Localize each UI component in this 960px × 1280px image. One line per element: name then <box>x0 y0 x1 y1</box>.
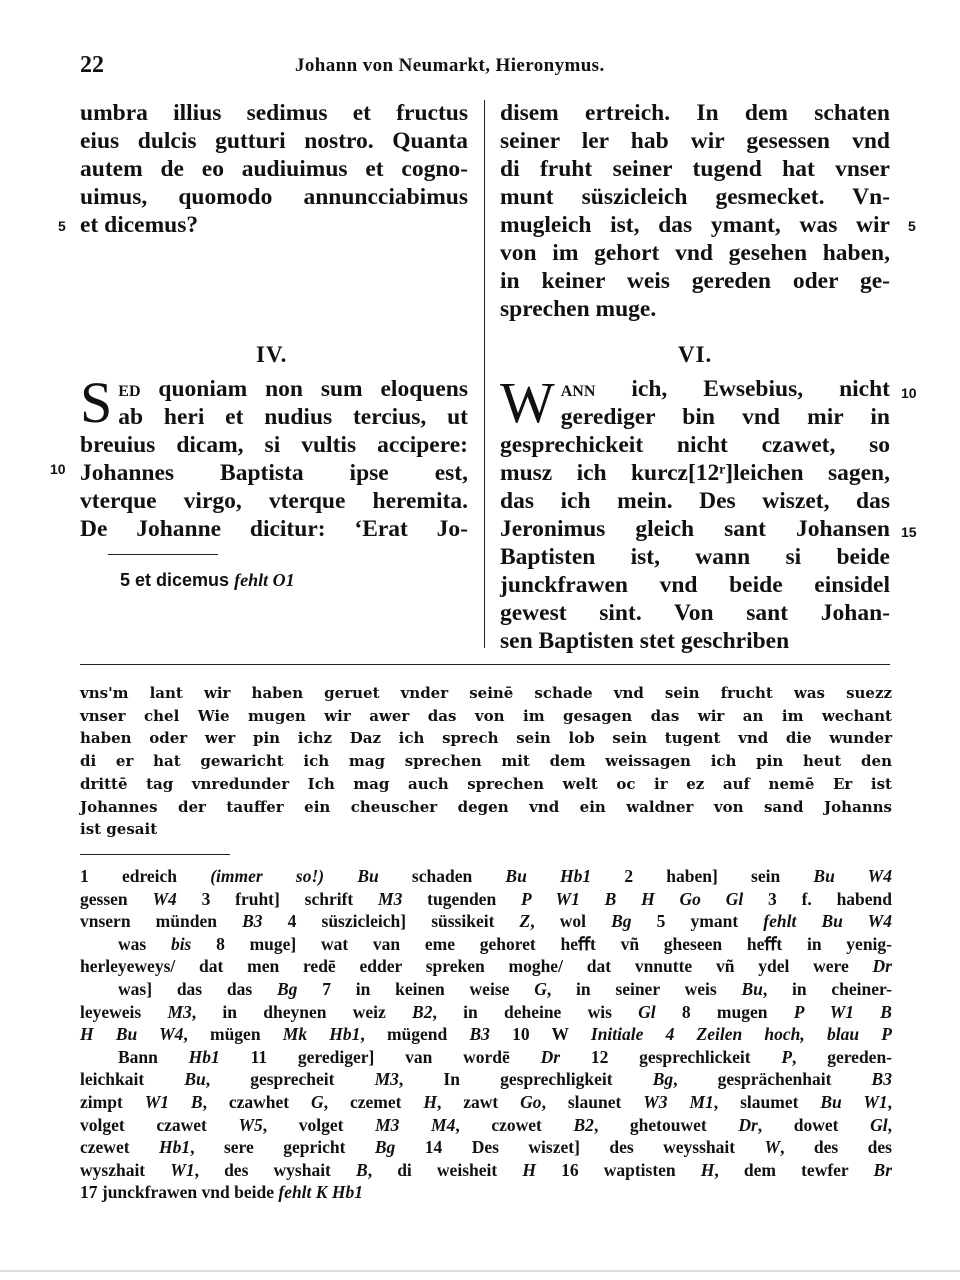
dropcap-initial: W <box>500 370 555 435</box>
note-lemma: et dicemus <box>135 570 230 590</box>
apparatus-line: leichkait Bu, gesprecheit M3, In gesprechligkeit Bg, gesprächenhait B3 <box>80 1069 892 1090</box>
latin-line: quoniam non sum eloquens <box>140 376 468 402</box>
apparatus-line: gessen W4 3 fruht] schrift M3 tugenden P W1 B H Go Gl 3 f. habend <box>80 888 893 909</box>
german-section-heading: VI. <box>678 342 713 367</box>
latin-section-heading: IV. <box>256 342 288 367</box>
german-line: Baptisten ist, wann si beide <box>500 544 890 570</box>
variant-line: ist gesait <box>80 820 158 839</box>
latin-line: eius dulcis gutturi nostro. Quanta <box>80 128 468 154</box>
apparatus-line: zimpt W1 B, czawhet G, czemet H, zawt Go, slaunet W3 M1, slaumet Bu W1, <box>80 1091 893 1112</box>
page-number: 22 <box>80 52 104 78</box>
latin-line: De Johanne dicitur: ‘Erat Jo- <box>80 516 468 542</box>
german-line: sen Baptisten stet geschriben <box>500 628 790 654</box>
apparatus-line: was bis 8 muge] wat van eme gehoret heﬀt vñ gheseen heﬀt in yenig- <box>118 933 892 954</box>
latin-line: autem de eo audiuimus et cogno- <box>80 156 468 182</box>
german-line: gerediger bin vnd mir in <box>560 404 890 430</box>
latin-line: uimus, quomodo annuncciabimus <box>80 184 468 210</box>
apparatus-line: czewet Hb1, sere gepricht Bg 14 Des wiszet] des weysshait W, des des <box>80 1137 892 1158</box>
apparatus-line: H Bu W4, mügen Mk Hb1, mügend B3 10 W Initiale 4 Zeilen hoch, blau P <box>80 1024 892 1045</box>
latin-section-text <box>80 370 468 543</box>
note-line-number: 5 <box>120 570 131 590</box>
latin-line: umbra illius sedimus et fructus <box>80 100 468 126</box>
apparatus-line: Bann Hb1 11 gerediger] van wordē Dr 12 gesprechlickeit P, gereden- <box>118 1046 892 1067</box>
critical-apparatus <box>80 865 892 1204</box>
apparatus-line: vnsern münden B3 4 süszicleich] süssikeit Z, wol Bg 5 ymant fehlt Bu W4 <box>80 911 892 932</box>
german-line: munt süszicleich gesmecket. Vn- <box>500 184 890 210</box>
german-section-text <box>500 370 890 655</box>
latin-line: ab heri et nudius tercius, ut <box>118 404 468 430</box>
german-line: von im gehort vnd gesehen haben, <box>500 240 890 266</box>
variant-line: Johannes der tauffer ein cheuscher degen vnd ein waldner von sand Johanns <box>80 797 892 816</box>
german-line: seiner ler hab wir gesessen vnd <box>500 128 890 154</box>
german-line: mugleich ist, das ymant, was wir <box>500 212 890 238</box>
latin-column <box>80 99 468 239</box>
apparatus-line: 17 junckfrawen vnd beide fehlt K Hb1 <box>80 1182 363 1203</box>
latin-note-rule <box>108 554 218 555</box>
variant-line: di er hat gewaricht ich mag sprechen mit dem weissagen ich pin heut den <box>80 752 892 771</box>
latin-line: vterque virgo, vterque heremita. <box>80 488 468 514</box>
variant-text-block <box>80 682 892 841</box>
latin-line: et dicemus? <box>80 212 199 238</box>
german-line: di fruht seiner tugend hat vnser <box>500 156 890 182</box>
apparatus-line: leyeweis M3, in dheynen weiz B2, in deheine wis Gl 8 mugen P W1 B <box>80 1001 892 1022</box>
line-number: 10 <box>901 385 917 401</box>
german-line: das ich mein. Des wiszet, das <box>500 488 890 514</box>
latin-footnote <box>120 570 295 591</box>
apparatus-line: was] das das Bg 7 in keinen weise G, in seiner weis Bu, in cheiner- <box>118 978 892 999</box>
apparatus-line: wyszhait W1, des wyshait B, di weisheit H 16 waptisten H, dem tewfer Br <box>80 1159 892 1180</box>
line-number: 5 <box>908 218 916 234</box>
column-divider <box>484 100 485 648</box>
apparatus-line: volget czawet W5, volget M3 M4, czowet B2, ghetouwet Dr, dowet Gl, <box>80 1114 892 1135</box>
variant-line: vns'm lant wir haben geruet vnder seinē schade vnd sein frucht was suezz <box>80 684 892 702</box>
apparatus-line: 1 edreich (immer so!) Bu schaden Bu Hb1 2 haben] sein Bu W4 <box>80 866 892 886</box>
dropcap-initial: S <box>80 370 113 435</box>
note-comment: fehlt O1 <box>234 570 295 590</box>
apparatus-rule <box>80 854 230 855</box>
apparatus-line: herleyeweys/ dat men redē edder spreken moghe/ dat vnnutte vñ ydel were Dr <box>80 956 892 977</box>
running-title: Johann von Neumarkt, Hieronymus. <box>295 55 605 76</box>
latin-line: breuius dicam, si vultis accipere: <box>80 432 468 458</box>
variant-line: drittē tag vnredunder Ich mag auch sprechen welt oc ir ez auf nemē Er ist <box>80 774 892 793</box>
german-line: in keiner weis gereden oder ge- <box>500 268 890 294</box>
line-number: 5 <box>58 218 66 234</box>
german-line: ich, Ewsebius, nicht <box>595 376 890 402</box>
columns-bottom-rule <box>80 664 890 665</box>
page-bottom-edge <box>0 1270 960 1272</box>
german-line: musz ich kurcz[12ʳ]leichen sagen, <box>500 460 890 486</box>
latin-line: Johannes Baptista ipse est, <box>80 460 468 486</box>
german-column <box>500 99 890 323</box>
german-line: junckfrawen vnd beide einsidel <box>500 572 890 598</box>
smallcaps-word: ed <box>118 376 141 402</box>
variant-line: haben oder wer pin ichz Daz ich sprech sein lob sein tugent vnd die wunder <box>80 729 892 748</box>
german-line: gewest sint. Von sant Johan- <box>500 600 890 626</box>
line-number: 10 <box>50 461 66 477</box>
german-line: sprechen muge. <box>500 296 657 322</box>
variant-line: vnser chel Wie mugen wir awer das von im gesagen das wir an im wechant <box>80 706 892 725</box>
german-line: gesprechickeit nicht czawet, so <box>500 432 890 458</box>
german-line: Jeronimus gleich sant Johansen <box>500 516 890 542</box>
smallcaps-word: ann <box>560 376 596 402</box>
german-line: disem ertreich. In dem schaten <box>500 100 890 126</box>
line-number: 15 <box>901 524 917 540</box>
